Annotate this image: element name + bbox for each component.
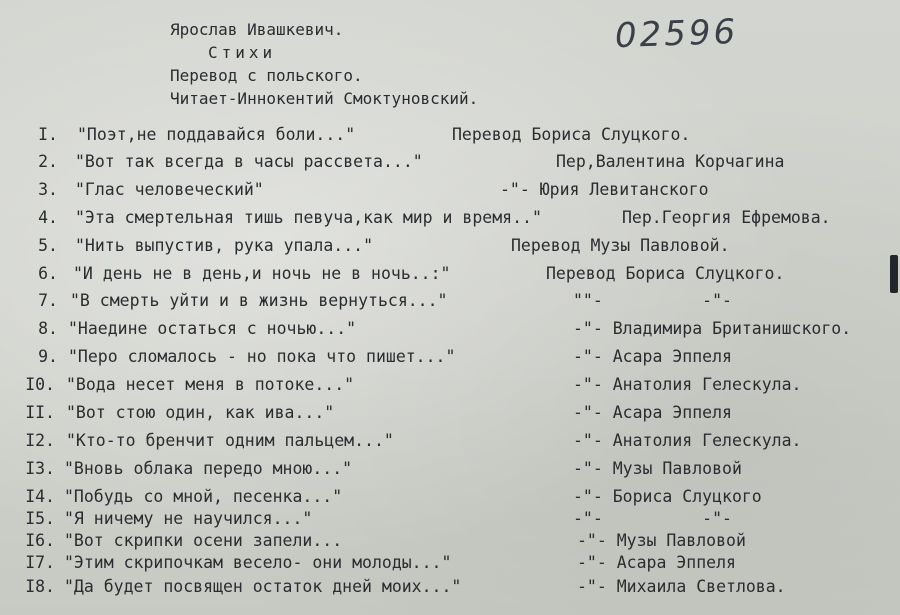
- poem-title: "Наедине остаться с ночью...": [68, 319, 357, 338]
- poem-translator: Пер,Валентина Корчагина: [556, 152, 785, 171]
- document-subtitle: Перевод с польского.: [170, 66, 363, 85]
- author-name: Ярослав Ивашкевич.: [170, 20, 344, 39]
- poem-title: "Этим скрипочкам весело- они молоды...": [64, 553, 452, 572]
- poem-number: I6.: [25, 531, 55, 550]
- poem-number: 7.: [38, 291, 58, 310]
- poem-translator: -"- Анатолия Гелескула.: [573, 431, 802, 450]
- list-item: [0, 233, 900, 259]
- poem-translator: -"- -"-: [573, 509, 732, 528]
- poem-translator: Перевод Музы Павловой.: [511, 236, 730, 255]
- poem-translator: -"- Владимира Британишского.: [573, 319, 852, 338]
- list-item: [0, 550, 900, 576]
- poem-number: I0.: [25, 375, 55, 394]
- poem-translator: -"- Асара Эппеля: [573, 403, 732, 422]
- document-header: [170, 18, 478, 110]
- poem-number: 9.: [38, 347, 58, 366]
- poem-translator: Перевод Бориса Слуцкого.: [546, 264, 785, 283]
- poem-number: 6.: [38, 264, 58, 283]
- document-title: Стихи: [208, 43, 277, 62]
- poem-translator: -"- Юрия Левитанского: [500, 180, 709, 199]
- poem-title: "Поэт,не поддавайся боли...": [77, 125, 356, 144]
- poem-title: "Вот скрипки осени запели...: [64, 531, 343, 550]
- list-item: [0, 122, 900, 148]
- list-item: [0, 149, 900, 175]
- poem-number: II.: [25, 403, 55, 422]
- reader-line: Читает-Иннокентий Смоктуновский.: [170, 89, 479, 108]
- handwritten-catalog-number: 02596: [614, 11, 739, 57]
- poem-title: "Глас человеческий": [75, 180, 264, 199]
- poem-title: "Вода несет меня в потоке...": [66, 375, 355, 394]
- poem-title: "Эта смертельная тишь певуча,как мир и время..": [75, 208, 542, 227]
- poem-number: 3.: [38, 180, 58, 199]
- poem-title: "Я ничему не научился...": [64, 509, 313, 528]
- poem-title: "Вновь облака передо мною...": [64, 459, 353, 478]
- poem-number: 5.: [38, 236, 58, 255]
- poem-translator: Пер.Георгия Ефремова.: [622, 208, 831, 227]
- poem-number: 2.: [38, 152, 58, 171]
- list-item: [0, 205, 900, 231]
- poem-title: "Вот так всегда в часы рассвета...": [75, 152, 423, 171]
- poem-translator: -"- Музы Павловой: [577, 531, 746, 550]
- list-item: [0, 288, 900, 314]
- poem-number: I7.: [25, 553, 55, 572]
- poem-translator: -"- Михаила Светлова.: [577, 577, 786, 596]
- poem-translator: -"- Анатолия Гелескула.: [573, 375, 802, 394]
- list-item: [0, 177, 900, 203]
- poem-title: "Вот стою один, как ива...": [66, 403, 335, 422]
- poem-number: I2.: [25, 431, 55, 450]
- poem-number: I3.: [25, 459, 55, 478]
- list-item: [0, 316, 900, 342]
- poem-number: I.: [38, 125, 58, 144]
- poem-title: "Кто-то бренчит одним пальцем...": [66, 431, 394, 450]
- poem-title: "В смерть уйти и в жизнь вернуться...": [70, 291, 448, 310]
- poem-title: "Да будет посвящен остаток дней моих...": [64, 577, 462, 596]
- poem-number: 8.: [38, 319, 58, 338]
- poem-translator: -"- Асара Эппеля: [577, 553, 736, 572]
- poem-title: "Нить выпустив, рука упала...": [75, 236, 374, 255]
- list-item: [0, 344, 900, 370]
- poem-translator: ""- -"-: [573, 291, 732, 310]
- poem-translator: Перевод Бориса Слуцкого.: [452, 125, 691, 144]
- poem-number: I5.: [25, 509, 55, 528]
- poem-title: "Перо сломалось - но пока что пишет...": [68, 347, 456, 366]
- list-item: [0, 261, 900, 287]
- poem-number: I8.: [25, 577, 55, 596]
- list-item: [0, 574, 900, 600]
- list-item: [0, 400, 900, 426]
- list-item: [0, 372, 900, 398]
- edge-mark: [890, 255, 898, 293]
- poem-title: "И день не в день,и ночь не в ночь..:": [73, 264, 451, 283]
- poem-title: "Побудь со мной, песенка...": [64, 487, 343, 506]
- poem-translator: -"- Бориса Слуцкого: [573, 487, 762, 506]
- poem-number: 4.: [38, 208, 58, 227]
- poem-translator: -"- Асара Эппеля: [573, 347, 732, 366]
- poem-number: I4.: [25, 487, 55, 506]
- list-item: [0, 456, 900, 482]
- poem-translator: -"- Музы Павловой: [573, 459, 742, 478]
- list-item: [0, 428, 900, 454]
